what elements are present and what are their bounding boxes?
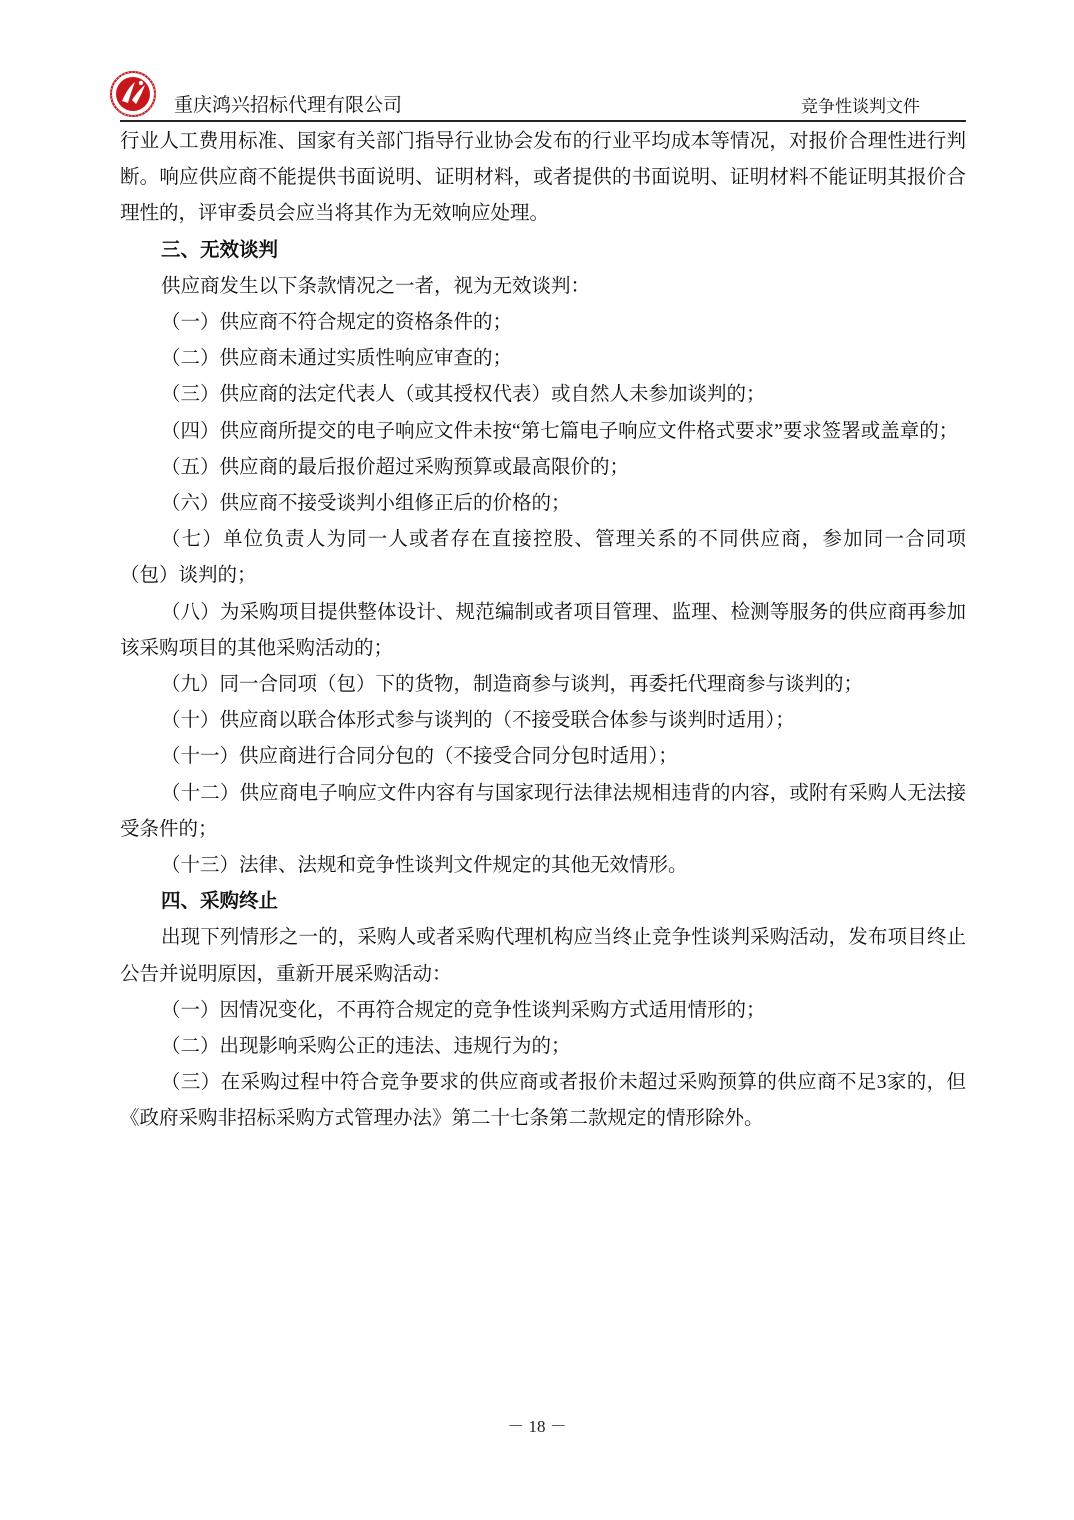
- body-paragraph: （八）为采购项目提供整体设计、规范编制或者项目管理、监理、检测等服务的供应商再参加该采购项目的其他采购活动的；: [120, 601, 966, 659]
- body-paragraph: （三）在采购过程中符合竞争要求的供应商或者报价未超过采购预算的供应商不足3家的，但《政府采购非招标采购方式管理办法》第二十七条第二款规定的情形除外。: [120, 1072, 966, 1130]
- header-divider: [120, 120, 966, 122]
- page-number: － 18 －: [507, 1417, 567, 1436]
- document-type: 竞争性谈判文件: [801, 97, 920, 116]
- body-paragraph: 行业人工费用标准、国家有关部门指导行业协会发布的行业平均成本等情况，对报价合理性进行判断。响应供应商不能提供书面说明、证明材料，或者提供的书面说明、证明材料不能证明其报价合理性的，评审委员会应当将其作为无效响应处理。: [120, 131, 966, 225]
- section-heading: 三、无效谈判: [161, 239, 279, 261]
- body-paragraph: （二）出现影响采购公正的违法、违规行为的；: [161, 1036, 571, 1058]
- body-paragraph: （二）供应商未通过实质性响应审查的；: [161, 348, 513, 370]
- body-paragraph: （六）供应商不接受谈判小组修正后的价格的；: [161, 493, 571, 515]
- body-paragraph: （九）同一合同项（包）下的货物，制造商参与谈判，再委托代理商参与谈判的；: [161, 674, 864, 696]
- body-paragraph: （五）供应商的最后报价超过采购预算或最高限价的；: [161, 456, 630, 478]
- company-name: 重庆鸿兴招标代理有限公司: [174, 95, 403, 116]
- body-paragraph: （三）供应商的法定代表人（或其授权代表）或自然人未参加谈判的；: [161, 384, 766, 406]
- body-paragraph: （一）供应商不符合规定的资格条件的；: [161, 312, 513, 334]
- body-paragraph: （一）因情况变化，不再符合规定的竞争性谈判采购方式适用情形的；: [161, 999, 766, 1021]
- body-paragraph: 供应商发生以下条款情况之一者，视为无效谈判：: [161, 275, 591, 297]
- body-paragraph: （十二）供应商电子响应文件内容有与国家现行法律法规相违背的内容，或附有采购人无法接受条件的；: [120, 782, 966, 840]
- body-paragraph: （十三）法律、法规和竞争性谈判文件规定的其他无效情形。: [161, 855, 688, 877]
- body-paragraph: （十）供应商以联合体形式参与谈判的（不接受联合体参与谈判时适用）；: [161, 710, 795, 732]
- body-paragraph: （十一）供应商进行合同分包的（不接受合同分包时适用）；: [161, 746, 678, 768]
- document-body: [120, 124, 966, 1138]
- body-paragraph: （七）单位负责人为同一人或者存在直接控股、管理关系的不同供应商，参加同一合同项（包）谈判的；: [120, 529, 966, 587]
- company-seal-logo-icon: [108, 70, 158, 118]
- page-header: [108, 70, 966, 120]
- section-heading: 四、采购终止: [161, 891, 279, 913]
- body-paragraph: （四）供应商所提交的电子响应文件未按“第七篇电子响应文件格式要求”要求签署或盖章的；: [161, 420, 959, 442]
- body-paragraph: 出现下列情形之一的，采购人或者采购代理机构应当终止竞争性谈判采购活动，发布项目终止公告并说明原因，重新开展采购活动：: [120, 927, 966, 985]
